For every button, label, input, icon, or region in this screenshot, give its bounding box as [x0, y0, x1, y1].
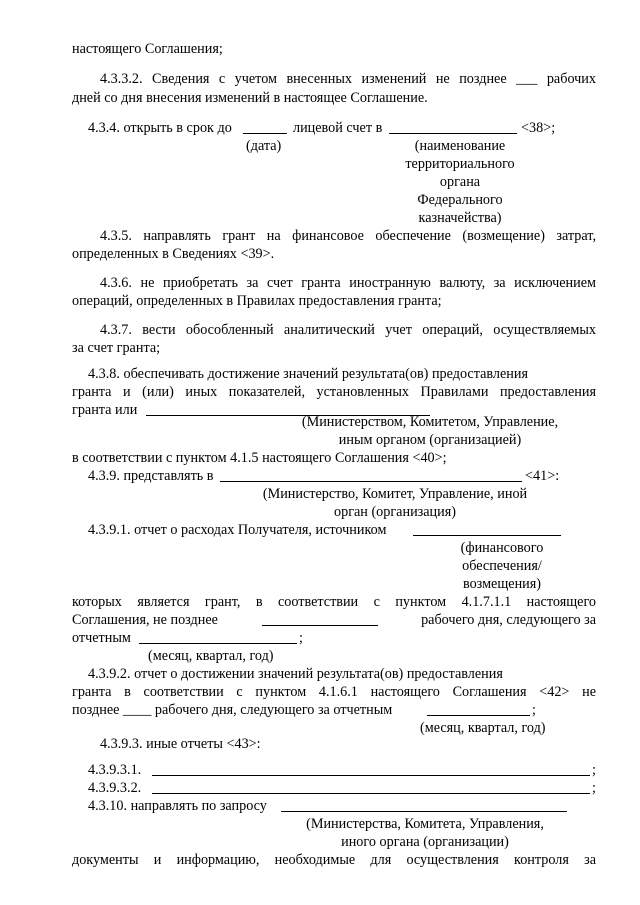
text-line: ; [299, 630, 303, 646]
text-line: 4.3.4. открыть в срок до [88, 120, 232, 136]
text-line: гранта и (или) иных показателей, установленных Правилами предоставления [72, 384, 596, 400]
caption: обеспечения/ [462, 558, 542, 574]
footnote-ref: <41>: [525, 468, 560, 484]
caption: иным органом (организацией) [338, 432, 522, 448]
authority-blank [281, 811, 567, 812]
caption: иного органа (организации) [341, 834, 509, 850]
text-line: 4.3.5. направлять грант на финансовое обеспечение (возмещение) затрат, [100, 228, 596, 244]
caption: (Министерство, Комитет, Управление, иной [262, 486, 528, 502]
text-line: 4.3.9.3.1. [88, 762, 142, 778]
caption: (месяц, квартал, год) [420, 720, 546, 736]
text-line: дней со дня внесения изменений в настоящее Соглашение. [72, 90, 428, 106]
date-blank [243, 133, 287, 134]
text-line: 4.3.6. не приобретать за счет гранта иностранную валюту, за исключением [100, 275, 596, 291]
text-line: 4.3.10. направлять по запросу [88, 798, 267, 814]
text-line: лицевой счет в [293, 120, 383, 136]
report-blank [152, 775, 590, 776]
text-line: 4.3.9.2. отчет о достижении значений результата(ов) предоставления [88, 666, 503, 682]
text-line: документы и информацию, необходимые для осуществления контроля за [72, 852, 596, 868]
text-line: Соглашения, не позднее [72, 612, 218, 628]
source-blank [413, 535, 561, 536]
treasury-blank [389, 133, 517, 134]
authority-blank [220, 481, 522, 482]
text-line: настоящего Соглашения; [72, 41, 223, 57]
report-blank [152, 793, 590, 794]
text-line: 4.3.3.2. Сведения с учетом внесенных изменений не позднее ___ рабочих [100, 71, 596, 87]
text-line: операций, определенных в Правилах предоставления гранта; [72, 293, 442, 309]
text-line: рабочего дня, следующего за [421, 612, 596, 628]
caption: возмещения) [462, 576, 542, 592]
caption: (дата) [246, 138, 282, 154]
caption: орган (организация) [334, 504, 456, 520]
text-line: гранта или [72, 402, 138, 418]
text-line: 4.3.9.3.2. [88, 780, 142, 796]
text-line: которых является грант, в соответствии с пунктом 4.1.7.1.1 настоящего [72, 594, 596, 610]
text-line: 4.3.9.1. отчет о расходах Получателя, источником [88, 522, 387, 538]
footnote-ref: <38>; [521, 120, 556, 136]
caption: (Министерством, Комитетом, Управление, [301, 414, 559, 430]
text-line: 4.3.7. вести обособленный аналитический учет операций, осуществляемых [100, 322, 596, 338]
text-line: ; [592, 780, 596, 796]
period-blank [427, 715, 530, 716]
text-line: ; [532, 702, 536, 718]
period-blank [139, 643, 297, 644]
text-line: 4.3.8. обеспечивать достижение значений результата(ов) предоставления [88, 366, 528, 382]
deadline-blank [262, 625, 378, 626]
text-line: позднее ____ рабочего дня, следующего за отчетным [72, 702, 393, 718]
text-line: ; [592, 762, 596, 778]
text-line: за счет гранта; [72, 340, 161, 356]
text-line: в соответствии с пунктом 4.1.5 настоящего Соглашения <40>; [72, 450, 447, 466]
caption: (месяц, квартал, год) [148, 648, 274, 664]
text-line: гранта в соответствии с пунктом 4.1.6.1 настоящего Соглашения <42> не [72, 684, 596, 700]
caption: органа [439, 174, 481, 190]
caption: территориального [405, 156, 515, 172]
caption: Федерального [417, 192, 503, 208]
caption: (наименование [414, 138, 506, 154]
text-line: 4.3.9.3. иные отчеты <43>: [100, 736, 261, 752]
text-line: отчетным [72, 630, 131, 646]
text-line: определенных в Сведениях <39>. [72, 246, 275, 262]
caption: (финансового [460, 540, 544, 556]
text-line: 4.3.9. представлять в [88, 468, 214, 484]
caption: казначейства) [418, 210, 502, 226]
caption: (Министерства, Комитета, Управления, [306, 816, 544, 832]
